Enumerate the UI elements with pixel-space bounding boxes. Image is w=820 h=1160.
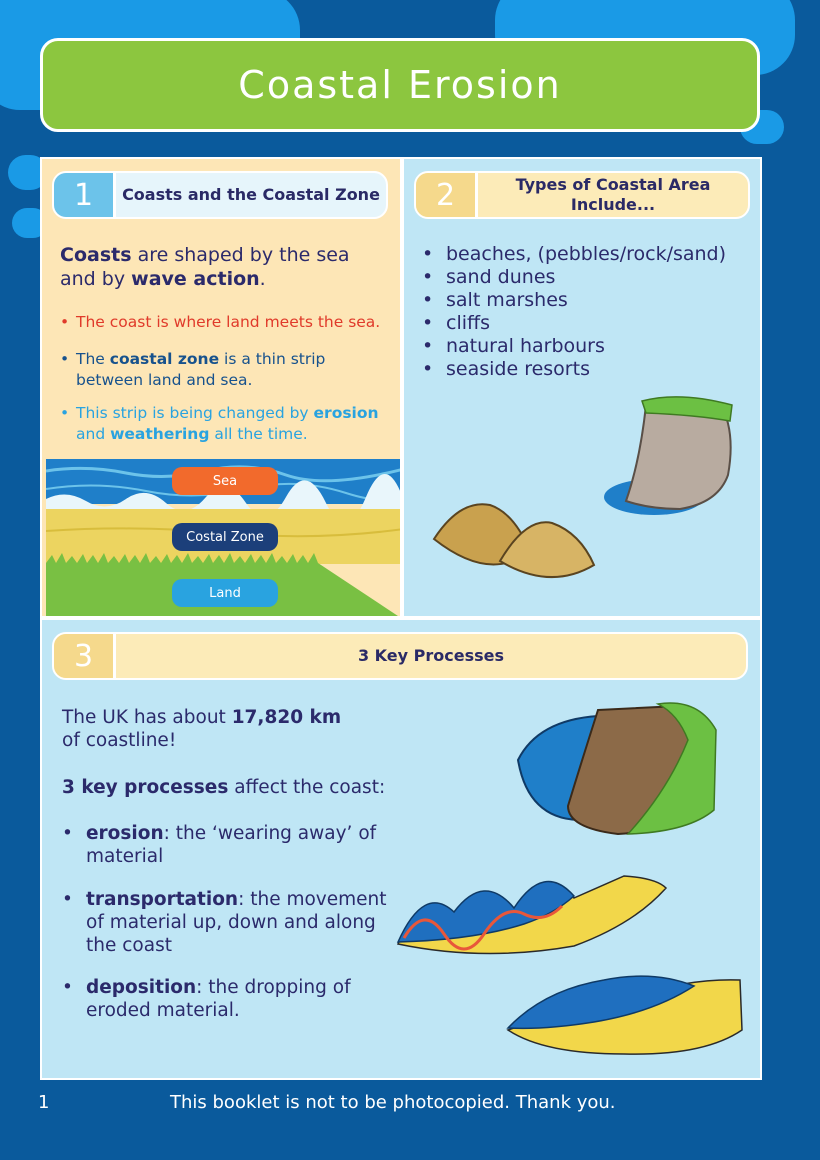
- copyright-notice: This booklet is not to be photocopied. Thank you.: [170, 1092, 616, 1113]
- list-item: • sand dunes: [422, 266, 726, 289]
- list-item: • natural harbours: [422, 335, 726, 358]
- erosion-illustration: [508, 700, 720, 836]
- page-number: 1: [38, 1092, 50, 1113]
- coastal-zone-illustration: [46, 459, 402, 618]
- deposition-illustration: [504, 970, 744, 1056]
- intro-text: Coasts are shaped by the sea and by wave action.: [60, 244, 350, 290]
- list-item: • This strip is being changed by erosion and weathering all the time.: [60, 404, 379, 443]
- land-label-tag: Land: [172, 579, 278, 607]
- list-item: • beaches, (pebbles/rock/sand): [422, 243, 726, 266]
- sand-dunes-illustration: [430, 499, 598, 589]
- section-2-header: [414, 171, 750, 219]
- section-number-badge: 1: [54, 173, 116, 217]
- processes-lead: 3 key processes affect the coast:: [62, 777, 386, 798]
- section-coasts-panel: [40, 157, 402, 618]
- sea-label-tag: Sea: [172, 467, 278, 495]
- section-types-panel: [402, 157, 762, 618]
- section-heading: 3 Key Processes: [357, 646, 505, 665]
- list-item: • The coast is where land meets the sea.: [60, 313, 381, 331]
- section-heading: Coasts and the Coastal Zone: [122, 185, 380, 204]
- section-heading: Types of Coastal Area Include...: [515, 175, 711, 214]
- section-1-header: [52, 171, 388, 219]
- list-item: • transportation: the movement of material up, down and along the coast: [62, 889, 387, 956]
- list-item: • The coastal zone is a thin strip between land and sea.: [60, 350, 326, 389]
- coastal-area-list: [422, 243, 726, 381]
- title-banner: [40, 38, 760, 132]
- transportation-illustration: [394, 854, 670, 964]
- page-title: Coastal Erosion: [238, 63, 562, 107]
- list-item: • erosion: the ‘wearing away’ of material: [62, 823, 377, 867]
- section-number-badge: 3: [54, 634, 116, 678]
- list-item: • salt marshes: [422, 289, 726, 312]
- cliff-illustration: [600, 391, 740, 521]
- coastal-zone-label-tag: Costal Zone: [172, 523, 278, 551]
- list-item: • deposition: the dropping of eroded material.: [62, 977, 351, 1021]
- list-item: • cliffs: [422, 312, 726, 335]
- section-3-header: [52, 632, 748, 680]
- coastline-fact: The UK has about 17,820 km of coastline!: [62, 707, 342, 751]
- list-item: • seaside resorts: [422, 358, 726, 381]
- section-number-badge: 2: [416, 173, 478, 217]
- section-processes-panel: [40, 618, 762, 1080]
